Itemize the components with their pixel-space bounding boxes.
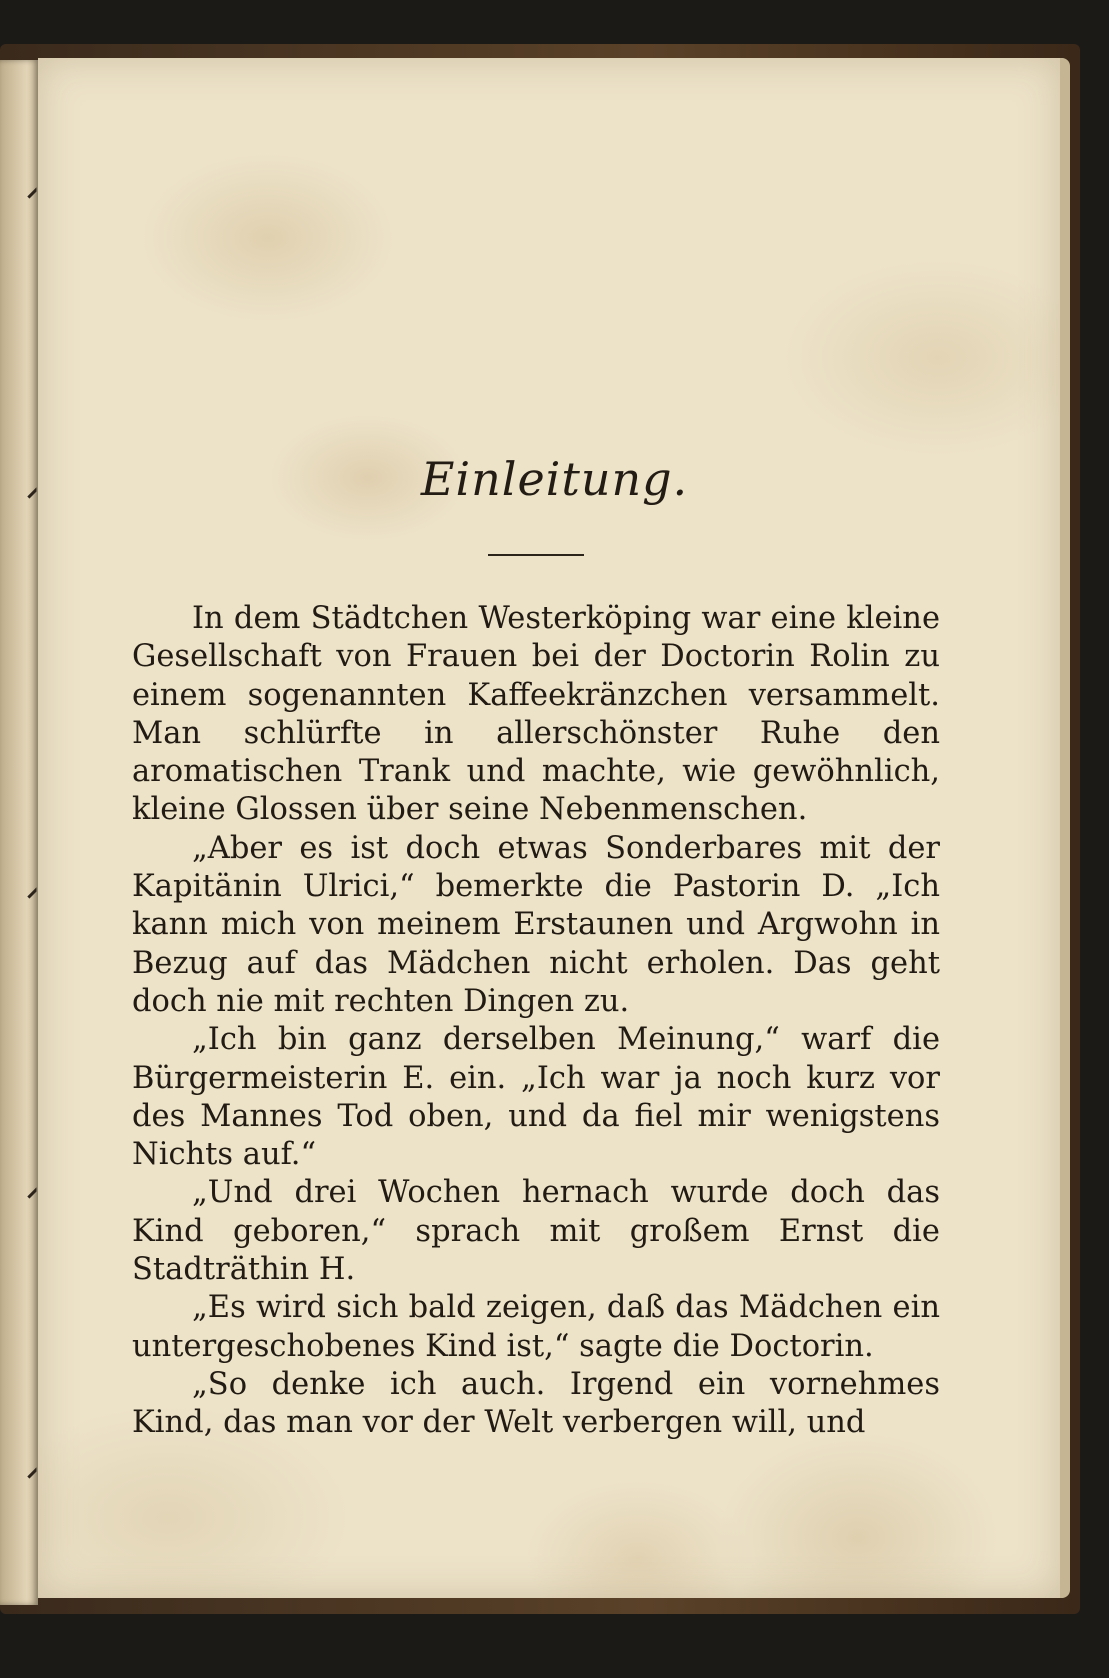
paragraph: „Und drei Wochen hernach wurde doch das Kind geboren,“ sprach mit großem Ernst die Stadträthin H. — [132, 1175, 940, 1288]
paragraph: „Ich bin ganz derselben Meinung,“ warf die Bürgermeisterin E. ein. „Ich war ja noch kurz vor des Mannes Tod oben, und da fiel mir wenigstens Nichts auf.“ — [132, 1022, 940, 1173]
chapter-title: Einleitung. — [420, 452, 689, 506]
paragraph: „Aber es ist doch etwas Sonderbares mit der Kapitänin Ulrici,“ bemerkte die Pastorin D. „Ich kann mich von meinem Erstaunen und Argwohn in Bezug auf das Mädchen nicht erholen. Das geht doch nie mit rechten Dingen zu. — [132, 830, 940, 1019]
paragraph: „So denke ich auch. Irgend ein vornehmes Kind, das man vor der Welt verbergen will, und — [132, 1366, 940, 1441]
paragraph: „Es wird sich bald zeigen, daß das Mädchen ein untergeschobenes Kind ist,“ sagte die Doctorin. — [132, 1290, 940, 1364]
paragraph: In dem Städtchen Westerköping war eine kleine Gesellschaft von Frauen bei der Doctorin Rolin zu einem sogenannten Kaffeekränzchen versammelt. Man schlürfte in allerschönster Ruhe den aromatischen Trank und machte, wie gewöhnlich, kleine Glossen über seine Nebenmenschen. — [132, 601, 940, 828]
body-text — [132, 600, 940, 1443]
facing-page-edge — [0, 60, 38, 1605]
title-divider — [488, 554, 584, 556]
